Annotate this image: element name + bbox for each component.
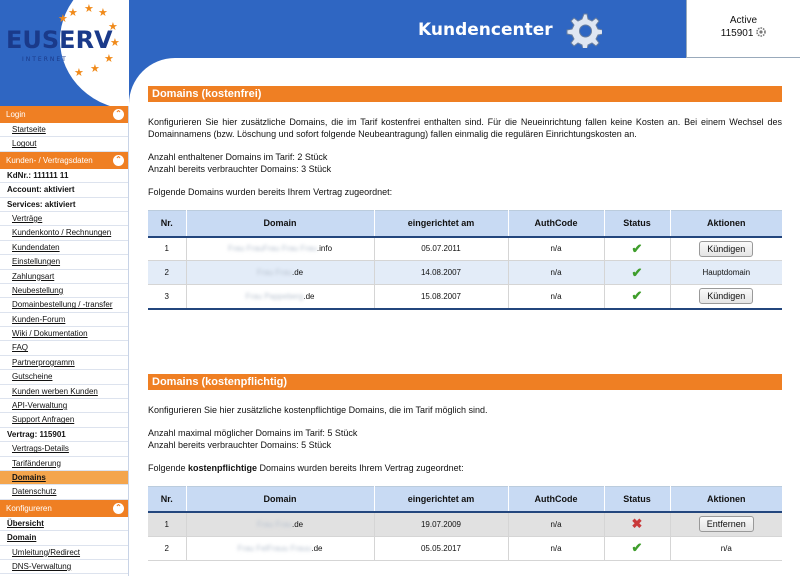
sidebar-item-datenschutz[interactable]: Datenschutz [0, 485, 128, 499]
sidebar-head-konfigurieren[interactable] [0, 500, 128, 517]
sidebar-item-wiki[interactable]: Wiki / Dokumentation [0, 327, 128, 341]
header-bar [129, 0, 686, 58]
row-nr: 2 [148, 261, 186, 285]
row-action-hauptdomain: Hauptdomain [670, 261, 782, 285]
sidebar-kdnr: KdNr.: 111111 11 [0, 169, 128, 183]
sidebar-services-status: Services: aktiviert [0, 198, 128, 212]
sidebar-item-support[interactable]: Support Anfragen [0, 413, 128, 427]
free-assigned: Folgende Domains wurden bereits Ihrem Vertrag zugeordnet: [148, 187, 393, 197]
chevron-up-icon[interactable]: ⌃ [113, 503, 124, 514]
kuendigen-button[interactable]: Kündigen [699, 241, 753, 257]
section-title-paid: Domains (kostenpflichtig) [148, 374, 782, 390]
paid-count-max: Anzahl maximal möglicher Domains im Tarif: 5 Stück [148, 427, 358, 438]
sidebar-item-api[interactable]: API-Verwaltung [0, 399, 128, 413]
free-domains-table [148, 210, 782, 310]
sidebar-head-login[interactable] [0, 106, 128, 123]
star-icon: ★ [68, 7, 78, 19]
star-icon: ★ [104, 53, 114, 65]
sidebar-vertrag: Vertrag: 115901 [0, 428, 128, 442]
row-authcode: n/a [508, 285, 604, 309]
row-date: 05.07.2011 [374, 237, 508, 261]
star-icon: ★ [58, 13, 68, 25]
sidebar-item-zahlungsart[interactable]: Zahlungsart [0, 270, 128, 284]
sidebar-head-label: Konfigureren [6, 503, 52, 513]
col-authcode: AuthCode [508, 211, 604, 237]
col-domain: Domain [186, 486, 374, 512]
row-domain [186, 512, 374, 536]
sidebar-item-kundendaten[interactable]: Kundendaten [0, 241, 128, 255]
row-domain [186, 536, 374, 560]
star-icon: ★ [98, 7, 108, 19]
star-icon: ★ [110, 37, 120, 49]
row-action [670, 285, 782, 309]
domain-tld: .de [303, 291, 315, 301]
paid-count-used: Anzahl bereits verbrauchter Domains: 5 Stück [148, 439, 332, 450]
check-icon: ✔ [631, 240, 643, 256]
table-header-row [148, 486, 782, 512]
check-icon: ✔ [631, 540, 643, 555]
row-status [604, 261, 670, 285]
paid-assigned-post: Domains wurden bereits Ihrem Vertrag zugeordnet: [257, 462, 464, 473]
col-nr: Nr. [148, 211, 186, 237]
settings-gear-icon[interactable] [756, 27, 766, 37]
row-nr: 3 [148, 285, 186, 309]
account-status-box [686, 0, 800, 58]
domain-tld: .de [292, 519, 304, 529]
cross-icon: ✖ [631, 516, 643, 532]
col-actions: Aktionen [670, 486, 782, 512]
paid-domains-table [148, 486, 782, 561]
sidebar-account-status: Account: aktiviert [0, 183, 128, 197]
sidebar-item-gutscheine[interactable]: Gutscheine [0, 370, 128, 384]
domain-name-blurred: Frau FrauFrau Frau Frau [227, 244, 317, 254]
paid-assigned-pre: Folgende [148, 462, 189, 473]
customer-id: 115901 [720, 28, 754, 39]
status-label: Active [729, 15, 758, 26]
table-row [148, 285, 782, 309]
table-row [148, 261, 782, 285]
table-row [148, 512, 782, 536]
free-count-included: Anzahl enthaltener Domains im Tarif: 2 Stück [148, 152, 328, 162]
col-domain: Domain [186, 211, 374, 237]
page-title: Kundencenter [418, 20, 553, 40]
domain-tld: .info [316, 244, 333, 254]
check-icon: ✔ [631, 264, 643, 280]
col-actions: Aktionen [670, 211, 782, 237]
entfernen-button[interactable]: Entfernen [699, 516, 754, 532]
sidebar-item-uebersicht[interactable]: Übersicht [0, 517, 128, 531]
logo-text: EUSERV [6, 26, 113, 54]
row-nr: 2 [148, 536, 186, 560]
row-authcode: n/a [508, 512, 604, 536]
col-date: eingerichtet am [374, 486, 508, 512]
sidebar-item-startseite[interactable]: Startseite [0, 123, 128, 137]
sidebar-item-neubestellung[interactable]: Neubestellung [0, 284, 128, 298]
star-icon: ★ [84, 3, 94, 15]
row-status [604, 536, 670, 560]
chevron-up-icon[interactable]: ⌃ [113, 109, 124, 120]
section-title-free: Domains (kostenfrei) [148, 86, 782, 102]
paid-intro: Konfigurieren Sie hier zusätzliche kostenpflichtige Domains, die im Tarif möglich sind. [148, 404, 488, 415]
row-action [670, 512, 782, 536]
sidebar-item-domain[interactable]: Domain [0, 531, 128, 545]
star-icon: ★ [90, 63, 100, 75]
row-authcode: n/a [508, 237, 604, 261]
gear-icon [566, 12, 602, 48]
sidebar-item-umleitung[interactable]: Umleitung/Redirect [0, 546, 128, 560]
sidebar-item-logout[interactable]: Logout [0, 137, 128, 151]
row-nr: 1 [148, 237, 186, 261]
star-icon: ★ [108, 21, 118, 33]
chevron-up-icon[interactable]: ⌃ [113, 155, 124, 166]
row-action [670, 237, 782, 261]
sidebar [0, 106, 129, 576]
free-count-used: Anzahl bereits verbrauchter Domains: 3 Stück [148, 164, 332, 174]
col-nr: Nr. [148, 486, 186, 512]
sidebar-item-kunden-werben[interactable]: Kunden werben Kunden [0, 385, 128, 399]
row-domain [186, 285, 374, 309]
col-status: Status [604, 211, 670, 237]
table-row [148, 536, 782, 560]
sidebar-item-vertrags-details[interactable]: Vertrags-Details [0, 442, 128, 456]
sidebar-item-kunden-forum[interactable]: Kunden-Forum [0, 313, 128, 327]
row-date: 14.08.2007 [374, 261, 508, 285]
sidebar-head-label: Login [6, 110, 26, 119]
sidebar-item-vertraege[interactable]: Verträge [0, 212, 128, 226]
kuendigen-button[interactable]: Kündigen [699, 288, 753, 304]
domain-name-blurred: Frau Frau [256, 268, 292, 277]
row-date: 15.08.2007 [374, 285, 508, 309]
row-domain [186, 261, 374, 285]
domain-name-blurred: Frau FelFrauu Frauu [237, 543, 312, 553]
row-nr: 1 [148, 512, 186, 536]
sidebar-item-dns[interactable]: DNS-Verwaltung [0, 560, 128, 574]
free-intro: Konfigurieren Sie hier zusätzliche Domains, die im Tarif kostenfrei enthalten sind. Für die Neueinrichtung fallen keine Kosten an. Bei einem Wechsel des Domainnamens (bzw. Löschung und sofort folgende Neubeantragung) fallen einmalig die regulären Einrichtungskosten an. [148, 117, 782, 139]
row-domain [186, 237, 374, 261]
sidebar-item-domainbestellung[interactable]: Domainbestellung / -transfer [0, 298, 128, 312]
col-date: eingerichtet am [374, 211, 508, 237]
check-icon: ✔ [631, 288, 643, 304]
paid-assigned [148, 462, 782, 474]
row-status [604, 512, 670, 536]
logo-subtext: INTERNET [22, 56, 68, 63]
main-content [148, 86, 782, 561]
sidebar-item-kundenkonto[interactable]: Kundenkonto / Rechnungen [0, 226, 128, 240]
row-authcode: n/a [508, 261, 604, 285]
free-counts [148, 151, 782, 175]
sidebar-head-label: Kunden- / Vertragsdaten [6, 155, 93, 165]
paid-counts [148, 427, 782, 451]
row-date: 19.07.2009 [374, 512, 508, 536]
col-status: Status [604, 486, 670, 512]
domain-tld: .de [311, 543, 323, 553]
domain-name-blurred: Frau Pappeberg [245, 291, 304, 301]
logo[interactable] [0, 0, 129, 106]
sidebar-item-tarifaenderung[interactable]: Tarifänderung [0, 457, 128, 471]
domain-name-blurred: Frau Frau [256, 519, 292, 529]
row-date: 05.05.2017 [374, 536, 508, 560]
sidebar-item-domains[interactable]: Domains [0, 471, 128, 485]
sidebar-head-kunden[interactable] [0, 152, 128, 169]
row-status [604, 285, 670, 309]
table-header-row [148, 211, 782, 237]
table-row [148, 237, 782, 261]
row-status [604, 237, 670, 261]
sidebar-item-einstellungen[interactable]: Einstellungen [0, 255, 128, 269]
sidebar-item-faq[interactable]: FAQ [0, 341, 128, 355]
sidebar-item-partnerprogramm[interactable]: Partnerprogramm [0, 356, 128, 370]
star-icon: ★ [74, 67, 84, 79]
row-authcode: n/a [508, 536, 604, 560]
paid-assigned-bold: kostenpflichtige [188, 462, 258, 473]
domain-tld: .de [292, 268, 304, 277]
col-authcode: AuthCode [508, 486, 604, 512]
row-action-na: n/a [670, 536, 782, 560]
